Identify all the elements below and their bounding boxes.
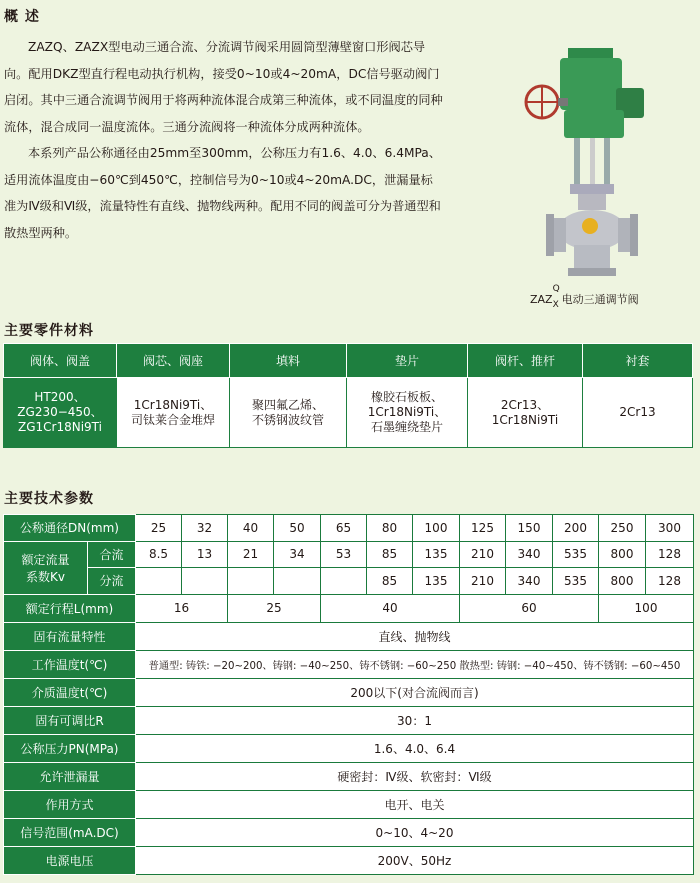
dn-cell: 50 <box>274 515 321 542</box>
parts-cell: 1Cr18Ni9Ti、 司钛莱合金堆焊 <box>117 378 230 448</box>
parts-heading: 主要零件材料 <box>4 323 94 339</box>
kv-cell: 8.5 <box>136 541 182 568</box>
overview-paragraph-2: 本系列产品公称通径由25mm至300mm，公称压力有1.6、4.0、6.4MPa、适用流体温度由−60℃到450℃，控制信号为0~10或4~20mA.DC，泄漏量标准为Ⅳ级和Ⅵ级，流量特性有直线、抛物线两种。配用不同的阀盖可分为普通型和散热型两种。 <box>4 146 441 240</box>
kv-cell: 340 <box>506 541 553 568</box>
parts-header-cell: 阀杆、推杆 <box>468 344 583 378</box>
parts-cell: 聚四氟乙烯、 不锈钢波纹管 <box>230 378 347 448</box>
power-value: 200V、50Hz <box>136 846 694 874</box>
dn-cell: 32 <box>182 515 228 542</box>
dn-label: 公称通径DN(mm) <box>4 515 136 542</box>
stroke-label: 额定行程L(mm) <box>4 594 136 622</box>
dn-cell: 100 <box>413 515 460 542</box>
parts-cell: 2Cr13 <box>583 378 693 448</box>
stroke-cell: 25 <box>228 594 321 622</box>
kv-cell: 85 <box>367 568 413 595</box>
caption-top-letter: Q <box>552 284 560 294</box>
kv-cell: 135 <box>413 568 460 595</box>
dn-cell: 40 <box>228 515 274 542</box>
kv-cell <box>228 568 274 595</box>
parts-cell: 橡胶石板板、 1Cr18Ni9Ti、 石墨缠绕垫片 <box>347 378 468 448</box>
overview-paragraph-1: ZAZQ、ZAZX型电动三通合流、分流调节阀采用圆筒型薄壁窗口形阀芯导向。配用DKZ型直行程电动执行机构，接受0~10或4~20mA，DC信号驱动阀门启闭。其中三通合流调节阀用于将两种流体混合成第三种流体，或不同温度的同种流体，混合成同一温度流体。三通分流阀将一种流体分成两种流体。 <box>4 40 443 134</box>
parts-header-row <box>4 344 693 378</box>
kv-cell: 21 <box>228 541 274 568</box>
action-value: 电开、电关 <box>136 790 694 818</box>
kv-cell: 13 <box>182 541 228 568</box>
kv-cell <box>182 568 228 595</box>
temp-row <box>4 650 694 678</box>
stroke-cell: 16 <box>136 594 228 622</box>
dn-row <box>4 515 694 542</box>
parts-data-row <box>4 378 693 448</box>
kv-cell: 800 <box>599 541 646 568</box>
ratio-value: 30：1 <box>136 706 694 734</box>
leak-row <box>4 762 694 790</box>
ratio-row <box>4 706 694 734</box>
action-label: 作用方式 <box>4 790 136 818</box>
caption-variant <box>552 284 562 310</box>
parts-header-cell: 衬套 <box>583 344 693 378</box>
dn-cell: 200 <box>553 515 599 542</box>
parts-header-cell: 阀芯、阀座 <box>117 344 230 378</box>
params-table <box>3 514 694 875</box>
kv-cell: 800 <box>599 568 646 595</box>
power-label: 电源电压 <box>4 846 136 874</box>
kv-cell: 135 <box>413 541 460 568</box>
parts-cell: HT200、 ZG230−450、 ZG1Cr18Ni9Ti <box>4 378 117 448</box>
dn-cell: 125 <box>460 515 506 542</box>
power-row <box>4 846 694 874</box>
pressure-value: 1.6、4.0、6.4 <box>136 734 694 762</box>
kv-cell: 535 <box>553 568 599 595</box>
action-row <box>4 790 694 818</box>
medium-temp-label: 介质温度t(℃) <box>4 678 136 706</box>
signal-value: 0~10、4~20 <box>136 818 694 846</box>
overview-text <box>4 34 444 246</box>
stroke-cell: 40 <box>321 594 460 622</box>
parts-header-cell: 垫片 <box>347 344 468 378</box>
kv-cell: 34 <box>274 541 321 568</box>
valve-image <box>518 40 668 295</box>
parts-header-cell: 阀体、阀盖 <box>4 344 117 378</box>
parts-table <box>3 343 693 448</box>
figure-caption <box>530 284 639 310</box>
dn-cell: 250 <box>599 515 646 542</box>
dn-cell: 300 <box>646 515 694 542</box>
signal-label: 信号范围(mA.DC) <box>4 818 136 846</box>
parts-cell: 2Cr13、 1Cr18Ni9Ti <box>468 378 583 448</box>
pressure-row <box>4 734 694 762</box>
dn-cell: 65 <box>321 515 367 542</box>
temp-value: 普通型: 铸铁: −20~200、铸钢: −40~250、铸不锈钢: −60~250 散热型: 铸钢: −40~450、铸不锈钢: −60~450 <box>136 650 694 678</box>
kv-merge-row <box>4 541 694 568</box>
medium-temp-row <box>4 678 694 706</box>
ratio-label: 固有可调比R <box>4 706 136 734</box>
kv-cell: 210 <box>460 541 506 568</box>
kv-cell: 85 <box>367 541 413 568</box>
flow-char-value: 直线、抛物线 <box>136 622 694 650</box>
dn-cell: 25 <box>136 515 182 542</box>
caption-suffix: 电动三通调节阀 <box>561 293 639 306</box>
stroke-cell: 60 <box>460 594 599 622</box>
pressure-label: 公称压力PN(MPa) <box>4 734 136 762</box>
parts-header-cell: 填料 <box>230 344 347 378</box>
signal-row <box>4 818 694 846</box>
leak-label: 允许泄漏量 <box>4 762 136 790</box>
leak-value: 硬密封：Ⅳ级、软密封：Ⅵ级 <box>136 762 694 790</box>
flow-char-row <box>4 622 694 650</box>
kv-cell: 128 <box>646 568 694 595</box>
kv-cell <box>321 568 367 595</box>
kv-merge-label: 合流 <box>88 541 136 568</box>
stroke-row <box>4 594 694 622</box>
overview-heading: 概 述 <box>4 9 40 25</box>
kv-label: 额定流量 系数Kv <box>4 541 88 594</box>
kv-cell <box>136 568 182 595</box>
kv-cell: 53 <box>321 541 367 568</box>
caption-bottom-letter: X <box>552 300 559 310</box>
flow-char-label: 固有流量特性 <box>4 622 136 650</box>
dn-cell: 80 <box>367 515 413 542</box>
kv-split-row <box>4 568 694 595</box>
stroke-cell: 100 <box>599 594 694 622</box>
kv-split-label: 分流 <box>88 568 136 595</box>
params-heading: 主要技术参数 <box>4 491 94 507</box>
dn-cell: 150 <box>506 515 553 542</box>
kv-cell: 128 <box>646 541 694 568</box>
kv-cell: 210 <box>460 568 506 595</box>
kv-cell: 535 <box>553 541 599 568</box>
medium-temp-value: 200以下(对合流阀而言) <box>136 678 694 706</box>
caption-prefix: ZAZ <box>530 293 553 306</box>
temp-label: 工作温度t(℃) <box>4 650 136 678</box>
kv-cell: 340 <box>506 568 553 595</box>
kv-cell <box>274 568 321 595</box>
